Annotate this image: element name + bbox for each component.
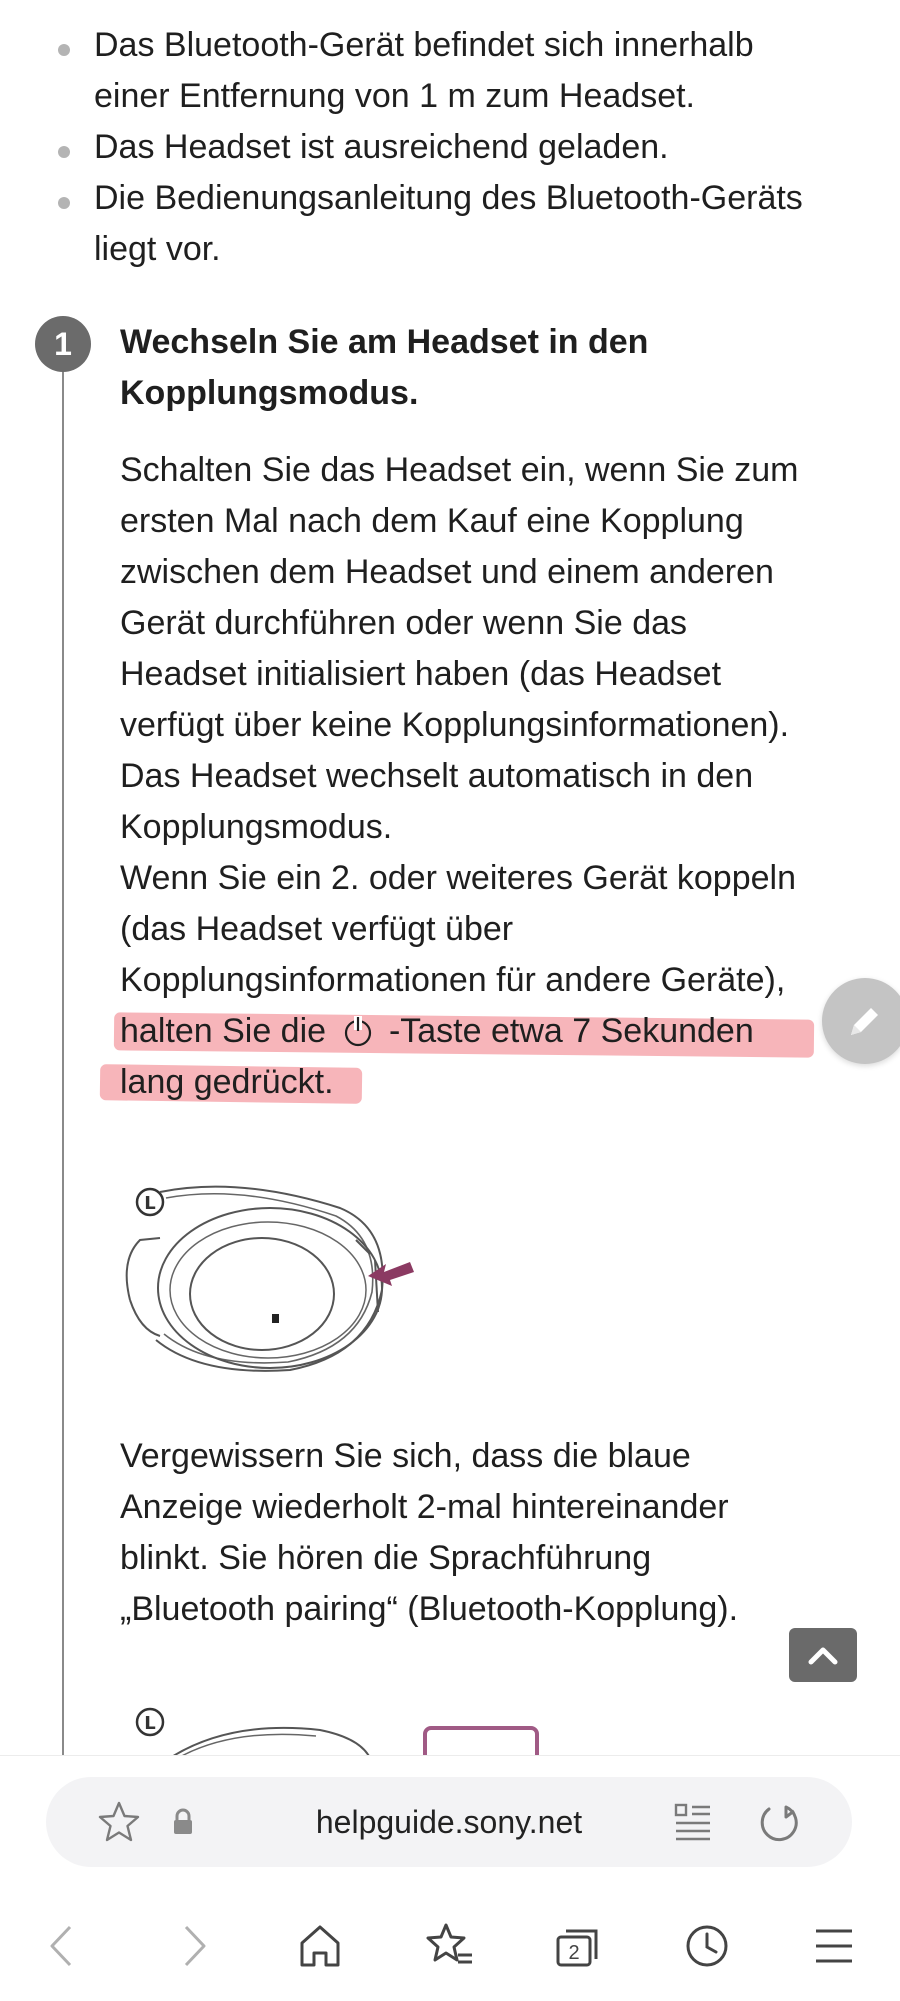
list-item-text: Die Bedienungsanleitung des Bluetooth-Geräts <box>94 179 803 217</box>
edit-annotation-button[interactable] <box>822 978 900 1064</box>
address-bar[interactable] <box>46 1777 852 1867</box>
text-line: verfügt über keine Kopplungsinformationen). <box>120 706 790 744</box>
list-item <box>94 20 884 122</box>
step-title <box>120 317 860 419</box>
indicator-illustration <box>120 1700 570 1755</box>
text-line: lang gedrückt. <box>120 1063 334 1101</box>
home-icon[interactable] <box>296 1921 344 1976</box>
text-line: Kopplungsmodus. <box>120 808 393 846</box>
left-side-label: L <box>144 1193 156 1214</box>
bottom-navigation <box>0 1906 900 1986</box>
list-item <box>94 173 884 275</box>
text-line: blinkt. Sie hören die Sprachführung <box>120 1539 652 1577</box>
step-title-line: Wechseln Sie am Headset in den <box>120 323 649 361</box>
step-title-line: Kopplungsmodus. <box>120 374 419 412</box>
history-icon[interactable] <box>682 1921 732 1976</box>
text-line: ersten Mal nach dem Kauf eine Kopplung <box>120 502 744 540</box>
step-instructions <box>120 445 890 1108</box>
text-line: Kopplungsinformationen für andere Geräte), <box>120 961 786 999</box>
forward-icon[interactable] <box>176 1921 212 1976</box>
reader-mode-icon[interactable] <box>672 1799 714 1850</box>
text-line-highlighted <box>120 1006 890 1057</box>
menu-icon[interactable] <box>812 1921 856 1976</box>
bookmarks-icon[interactable] <box>424 1921 476 1976</box>
text-line: Anzeige wiederholt 2-mal hintereinander <box>120 1488 729 1526</box>
text-fragment: halten Sie die <box>120 1012 327 1050</box>
list-item-text: liegt vor. <box>94 230 221 268</box>
list-item <box>94 122 884 173</box>
bullet-dot <box>58 44 70 56</box>
pencil-icon <box>845 1001 885 1041</box>
text-line: Gerät durchführen oder wenn Sie das <box>120 604 688 642</box>
chevron-up-icon <box>803 1640 843 1670</box>
list-item-text: Das Bluetooth-Gerät befindet sich innerhalb <box>94 26 754 64</box>
text-line: (das Headset verfügt über <box>120 910 514 948</box>
bullet-dot <box>58 146 70 158</box>
step-timeline-line <box>62 345 64 1755</box>
power-button-icon <box>336 1006 380 1057</box>
text-line: Vergewissern Sie sich, dass die blaue <box>120 1437 691 1475</box>
browser-toolbar <box>0 1755 900 2001</box>
bullet-dot <box>58 197 70 209</box>
text-line: zwischen dem Headset und einem anderen <box>120 553 774 591</box>
text-line: Das Headset wechselt automatisch in den <box>120 757 754 795</box>
arrow-icon <box>364 1248 424 1288</box>
list-item-text: einer Entfernung von 1 m zum Headset. <box>94 77 695 115</box>
url-text[interactable]: helpguide.sony.net <box>315 1804 583 1840</box>
left-side-label: L <box>144 1713 156 1734</box>
text-line: „Bluetooth pairing“ (Bluetooth-Kopplung). <box>120 1590 739 1628</box>
tab-count: 2 <box>568 1942 580 1964</box>
text-fragment: -Taste etwa 7 Sekunden <box>388 1012 754 1050</box>
back-icon[interactable] <box>44 1921 80 1976</box>
tabs-icon[interactable] <box>552 1921 604 1976</box>
text-line: Schalten Sie das Headset ein, wenn Sie zum <box>120 451 799 489</box>
step-number-badge: 1 <box>35 316 91 372</box>
text-line: Headset initialisiert haben (das Headset <box>120 655 722 693</box>
reload-icon[interactable] <box>756 1799 802 1850</box>
step-confirmation-text <box>120 1431 890 1635</box>
headset-illustration <box>120 1180 420 1380</box>
list-item-text: Das Headset ist ausreichend geladen. <box>94 128 669 166</box>
text-line: Wenn Sie ein 2. oder weiteres Gerät koppeln <box>120 859 796 897</box>
scroll-to-top-button[interactable] <box>789 1628 857 1682</box>
